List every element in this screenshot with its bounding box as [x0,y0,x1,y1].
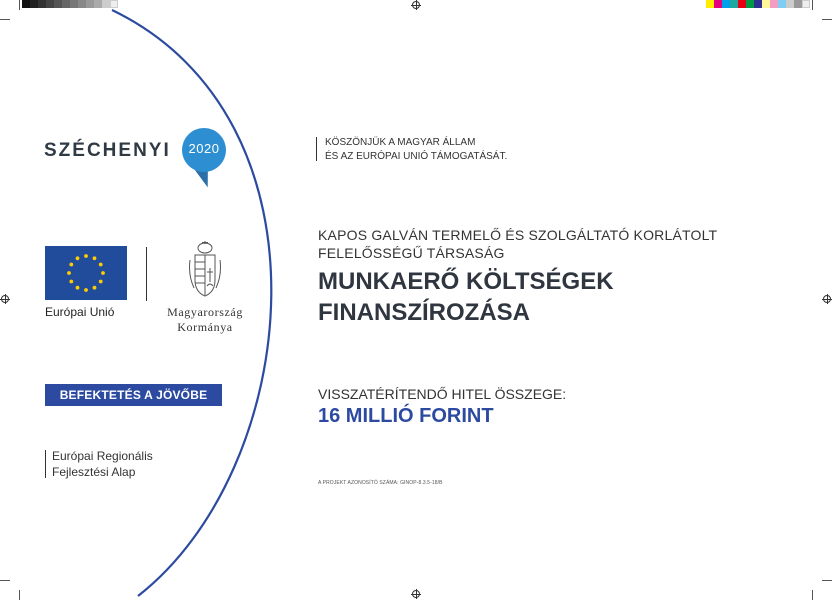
invest-banner: BEFEKTETÉS A JÖVŐBE [45,384,222,406]
loan-value: 16 MILLIÓ FORINT [318,405,494,427]
logo-divider [146,247,147,301]
project-line-2: FINANSZÍROZÁSA [318,299,530,326]
thanks-line-1: KÖSZÖNJÜK A MAGYAR ÁLLAM [325,137,476,148]
thanks-text [325,136,507,164]
erdf-divider [45,450,46,478]
erdf-text [52,448,153,480]
erdf-line-2: Fejlesztési Alap [52,465,136,479]
project-title [318,266,614,328]
company-name [318,226,717,262]
government-line-2: Kormánya [177,320,233,334]
loan-label: VISSZATÉRÍTENDŐ HITEL ÖSSZEGE: [318,386,567,402]
erdf-line-1: Európai Regionális [52,449,153,463]
government-line-1: Magyarország [167,305,243,319]
project-id: A PROJEKT AZONOSÍTÓ SZÁMA: GINOP-8.3.5-18/B [318,480,443,486]
project-line-1: MUNKAERŐ KÖLTSÉGEK [318,268,614,295]
company-line-2: FELELŐSSÉGŰ TÁRSASÁG [318,245,505,261]
szechenyi-logo-text: SZÉCHENYI [44,140,171,161]
government-label [150,305,260,335]
eu-flag-icon [45,246,127,300]
thanks-line-2: ÉS AZ EURÓPAI UNIÓ TÁMOGATÁSÁT. [325,151,508,162]
eu-label: Európai Unió [45,305,115,319]
eu-stars-icon [45,246,127,300]
hungarian-coat-of-arms-icon [188,240,222,300]
szechenyi-year: 2020 [188,141,220,156]
company-line-1: KAPOS GALVÁN TERMELŐ ÉS SZOLGÁLTATÓ KORLÁTOLT [318,227,718,243]
thanks-divider [316,137,317,161]
